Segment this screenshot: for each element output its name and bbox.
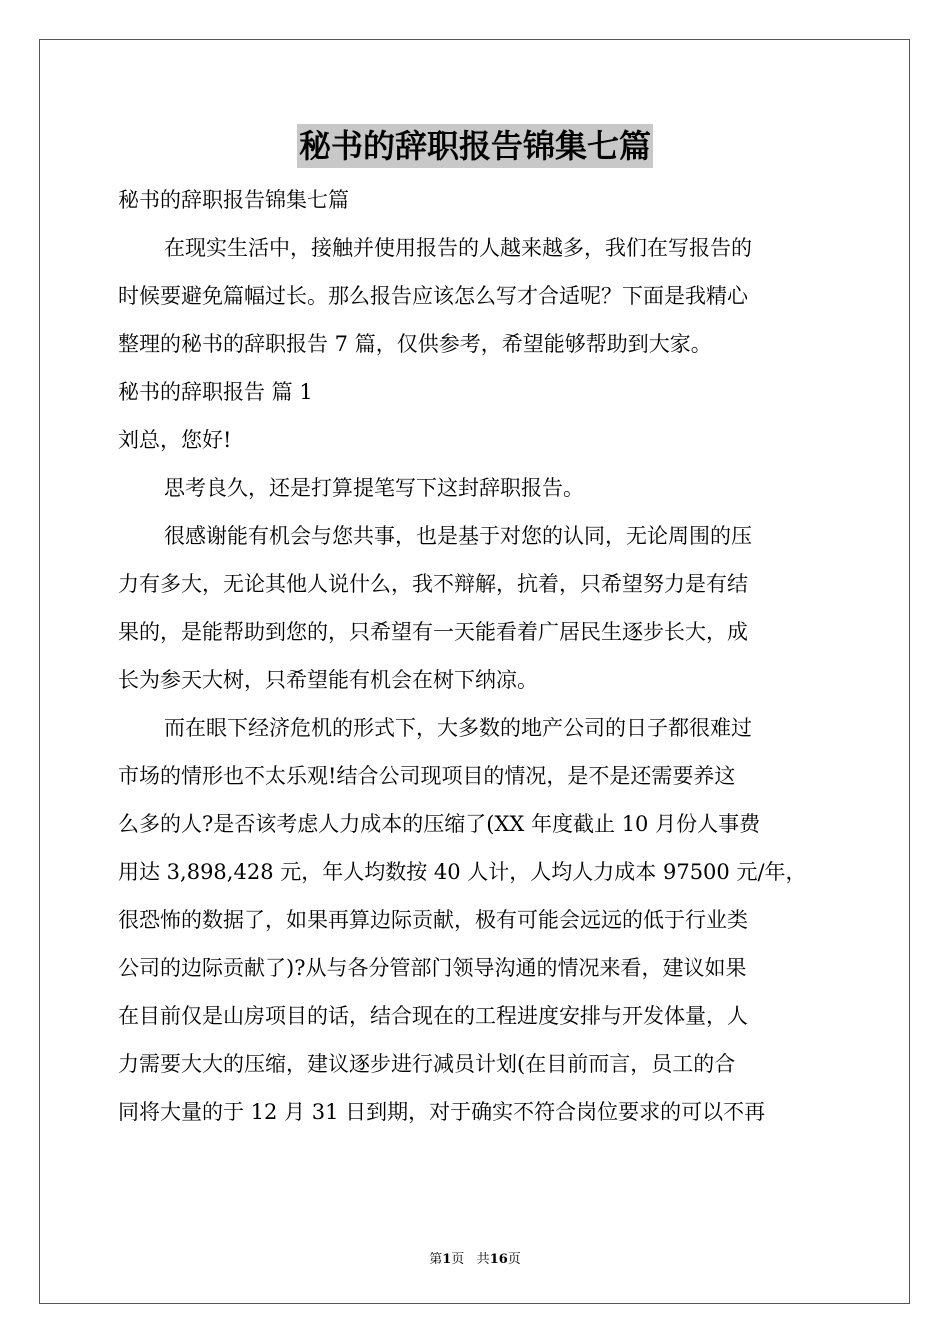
text-line: 整理的秘书的辞职报告 7 篇，仅供参考，希望能够帮助到大家。 [118, 332, 712, 356]
total-suffix: 页 [507, 1252, 521, 1267]
document-title: 秘书的辞职报告锦集七篇 [297, 124, 653, 168]
text-line: 很感谢能有机会与您共事，也是基于对您的认同，无论周围的压 [164, 524, 752, 548]
text-line: 市场的情形也不太乐观!结合公司现项目的情况，是不是还需要养这 [118, 764, 736, 788]
text-line: 用达 3,898,428 元，年人均数按 40 人计，人均人力成本 97500 元/年， [118, 860, 807, 884]
text-line: 秘书的辞职报告 篇 1 [118, 380, 313, 404]
document-body [118, 178, 836, 1138]
text-line: 刘总，您好! [118, 428, 232, 452]
page-prefix: 第 [429, 1252, 443, 1267]
text-line: 么多的人?是否该考虑人力成本的压缩了(XX 年度截止 10 月份人事费 [118, 812, 761, 836]
text-line: 公司的边际贡献了)?从与各分管部门领导沟通的情况来看，建议如果 [118, 956, 747, 980]
text-line: 长为参天大树，只希望能有机会在树下纳凉。 [118, 668, 538, 692]
text-line: 力需要大大的压缩，建议逐步进行减员计划(在目前而言，员工的合 [118, 1052, 736, 1076]
page-number: 1 [442, 1252, 452, 1267]
text-line: 而在眼下经济危机的形式下，大多数的地产公司的日子都很难过 [164, 716, 752, 740]
text-line: 果的，是能帮助到您的，只希望有一天能看着广居民生逐步长大，成 [118, 620, 748, 644]
text-line: 力有多大，无论其他人说什么，我不辩解，抗着，只希望努力是有结 [118, 572, 748, 596]
text-line: 在目前仅是山房项目的话，结合现在的工程进度安排与开发体量，人 [118, 1004, 748, 1028]
page-suffix: 页 [451, 1252, 465, 1267]
text-line: 思考良久，还是打算提笔写下这封辞职报告。 [164, 476, 584, 500]
title-wrap [0, 124, 950, 168]
text-line: 很恐怖的数据了，如果再算边际贡献，极有可能会远远的低于行业类 [118, 908, 748, 932]
text-line: 同将大量的于 12 月 31 日到期，对于确实不符合岗位要求的可以不再 [118, 1100, 766, 1124]
page-footer [0, 1248, 950, 1267]
total-prefix: 共 [476, 1252, 490, 1267]
text-line: 在现实生活中，接触并使用报告的人越来越多，我们在写报告的 [164, 236, 752, 260]
text-line: 时候要避免篇幅过长。那么报告应该怎么写才合适呢？下面是我精心 [118, 284, 748, 308]
text-line: 秘书的辞职报告锦集七篇 [118, 188, 349, 212]
total-pages: 16 [489, 1252, 508, 1267]
